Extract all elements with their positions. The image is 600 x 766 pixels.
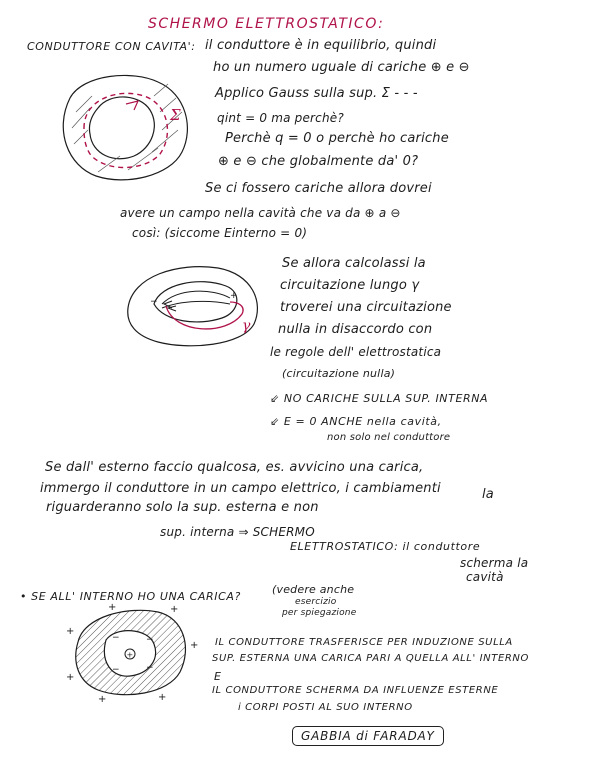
text-line: SUP. ESTERNA UNA CARICA PARI A QUELLA ALL' INTERNO — [212, 653, 529, 664]
svg-text:+: + — [230, 291, 238, 301]
text-line: IL CONDUTTORE TRASFERISCE PER INDUZIONE SULLA — [215, 637, 513, 648]
text-line: ELETTROSTATICO: il conduttore — [290, 540, 481, 553]
text-line: E — [214, 670, 222, 683]
text-line: ho un numero uguale di cariche ⊕ e ⊖ — [213, 60, 470, 75]
text-line: qint = 0 ma perchè? — [217, 111, 344, 125]
result-no-charges: ⇙ NO CARICHE SULLA SUP. INTERNA — [270, 392, 489, 405]
svg-text:+: + — [126, 650, 134, 660]
text-line: troverei una circuitazione — [280, 300, 452, 315]
svg-text:+: + — [108, 602, 117, 613]
svg-text:+: + — [66, 626, 75, 637]
text-line: esercizio — [295, 597, 337, 607]
faraday-cage-box: GABBIA di FARADAY — [292, 726, 444, 746]
result-field-zero: ⇙ E = 0 ANCHE nella cavità, — [270, 415, 442, 428]
text-line: nulla in disaccordo con — [278, 322, 433, 337]
text-line: sup. interna ⇒ SCHERMO — [160, 525, 315, 539]
text-line: cavità — [466, 570, 504, 584]
text-line: non solo nel conduttore — [327, 432, 451, 443]
text-line: ⊕ e ⊖ che globalmente da' 0? — [218, 154, 419, 169]
text-line: Se allora calcolassi la — [282, 256, 426, 271]
cavity-conductor-diagram — [48, 68, 198, 188]
text-line: (circuitazione nulla) — [282, 367, 396, 380]
text-line: Se dall' esterno faccio qualcosa, es. avvicino una carica, — [45, 460, 424, 475]
page-title: SCHERMO ELETTROSTATICO: — [148, 16, 385, 32]
text-line: Applico Gauss sulla sup. Σ - - - — [215, 86, 418, 101]
text-line: la — [482, 487, 494, 502]
gamma-label: γ — [242, 318, 251, 334]
svg-text:+: + — [158, 692, 167, 703]
svg-text:−: − — [112, 665, 120, 675]
text-line: per spiegazione — [282, 608, 357, 618]
text-line: immergo il conduttore in un campo elettrico, i cambiamenti — [40, 481, 441, 496]
faraday-cage-diagram — [62, 600, 202, 706]
svg-text:−: − — [146, 635, 154, 645]
text-line: avere un campo nella cavità che va da ⊕ a ⊖ — [120, 206, 401, 220]
text-line: il conduttore è in equilibrio, quindi — [205, 38, 437, 53]
svg-text:+: + — [190, 640, 199, 651]
text-line: Se ci fossero cariche allora dovrei — [205, 181, 432, 196]
text-line: scherma la — [460, 556, 529, 570]
sigma-label: Σ — [170, 106, 181, 124]
circulation-diagram — [118, 258, 268, 353]
text-line: (vedere anche — [272, 583, 355, 596]
svg-text:−: − — [112, 633, 120, 643]
svg-text:+: + — [66, 672, 75, 683]
text-line: riguarderanno solo la sup. esterna e non — [46, 500, 319, 515]
text-line: i CORPI POSTI AL SUO INTERNO — [238, 702, 413, 713]
text-line: Perchè q = 0 o perchè ho cariche — [225, 131, 449, 146]
cavity-conductor-heading: CONDUTTORE CON CAVITA': — [27, 40, 196, 53]
svg-text:−: − — [150, 297, 158, 307]
text-line: IL CONDUTTORE SCHERMA DA INFLUENZE ESTERNE — [212, 685, 499, 696]
text-line: le regole dell' elettrostatica — [270, 345, 442, 359]
inner-charge-question: • SE ALL' INTERNO HO UNA CARICA? — [20, 590, 241, 603]
svg-text:+: + — [170, 604, 179, 615]
svg-text:+: + — [98, 694, 107, 705]
text-line: circuitazione lungo γ — [280, 278, 420, 293]
text-line: così: (siccome Einterno = 0) — [132, 226, 308, 240]
svg-text:−: − — [146, 663, 154, 673]
